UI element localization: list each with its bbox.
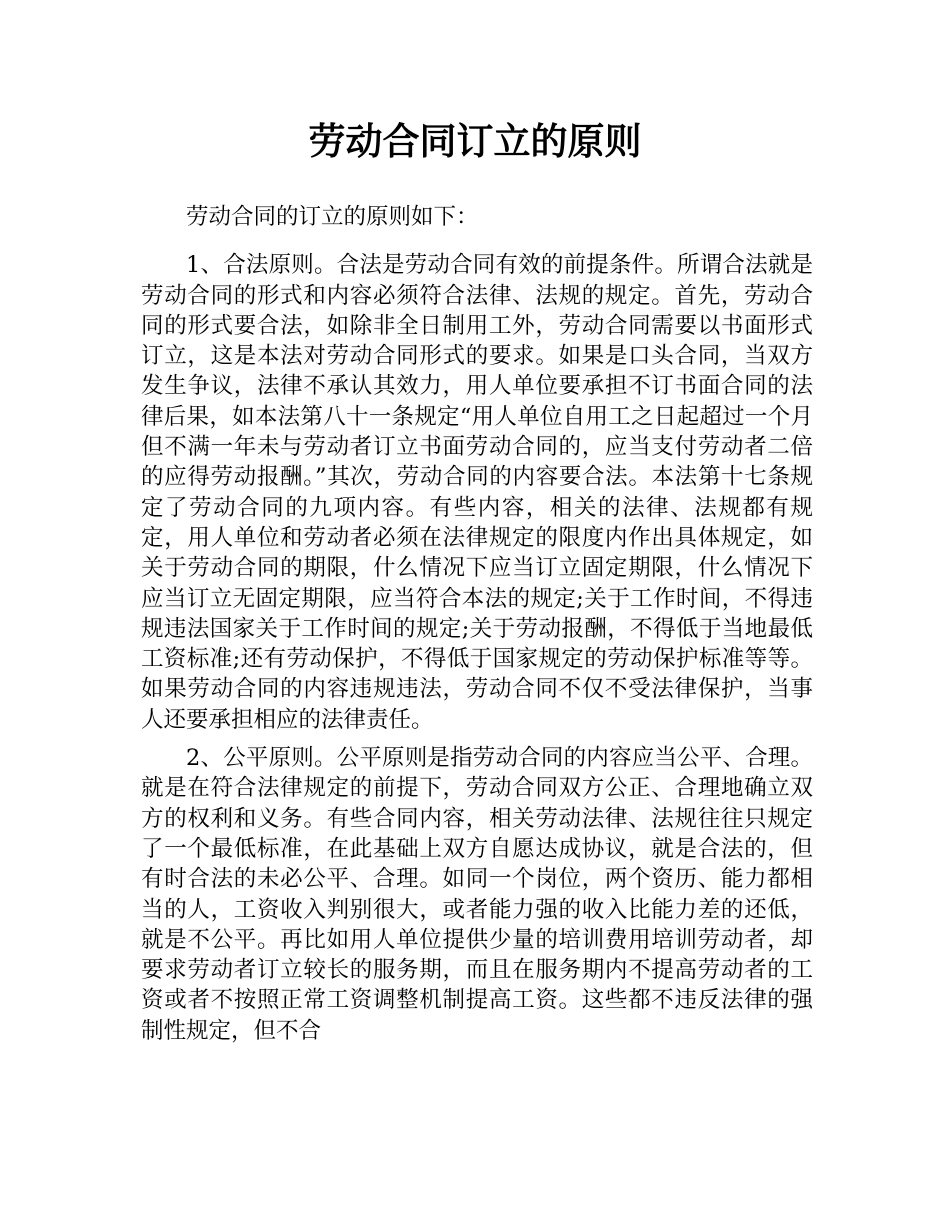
paragraph-legality-principle: 1、合法原则。合法是劳动合同有效的前提条件。所谓合法就是劳动合同的形式和内容必须符合法律、法规的规定。首先，劳动合同的形式要合法，如除非全日制用工外，劳动合同需要以书面形式订立，这是本法对劳动合同形式的要求。如果是口头合同，当双方发生争议，法律不承认其效力，用人单位要承担不订书面合同的法律后果，如本法第八十一条规定“用人单位自用工之日起超过一个月但不满一年未与劳动者订立书面劳动合同的，应当支付劳动者二倍的应得劳动报酬。”其次，劳动合同的内容要合法。本法第十七条规定了劳动合同的九项内容。有些内容，相关的法律、法规都有规定，用人单位和劳动者必须在法律规定的限度内作出具体规定，如关于劳动合同的期限，什么情况下应当订立固定期限，什么情况下应当订立无固定期限，应当符合本法的规定;关于工作时间，不得违规违法国家关于工作时间的规定;关于劳动报酬，不得低于当地最低工资标准;还有劳动保护，不得低于国家规定的劳动保护标准等等。如果劳动合同的内容违规违法，劳动合同不仅不受法律保护，当事人还要承担相应的法律责任。: [141, 252, 813, 733]
paragraph-fairness-principle: 2、公平原则。公平原则是指劳动合同的内容应当公平、合理。就是在符合法律规定的前提下，劳动合同双方公正、合理地确立双方的权利和义务。有些合同内容，相关劳动法律、法规往往只规定了一个最低标准，在此基础上双方自愿达成协议，就是合法的，但有时合法的未必公平、合理。如同一个岗位，两个资历、能力都相当的人，工资收入判别很大，或者能力强的收入比能力差的还低，就是不公平。再比如用人单位提供少量的培训费用培训劳动者，却要求劳动者订立较长的服务期，而且在服务期内不提高劳动者的工资或者不按照正常工资调整机制提高工资。这些都不违反法律的强制性规定，但不合: [141, 745, 813, 1044]
document-body: [141, 202, 813, 1054]
document-title: 劳动合同订立的原则: [308, 120, 642, 163]
paragraph-intro: 劳动合同的订立的原则如下：: [186, 204, 479, 230]
